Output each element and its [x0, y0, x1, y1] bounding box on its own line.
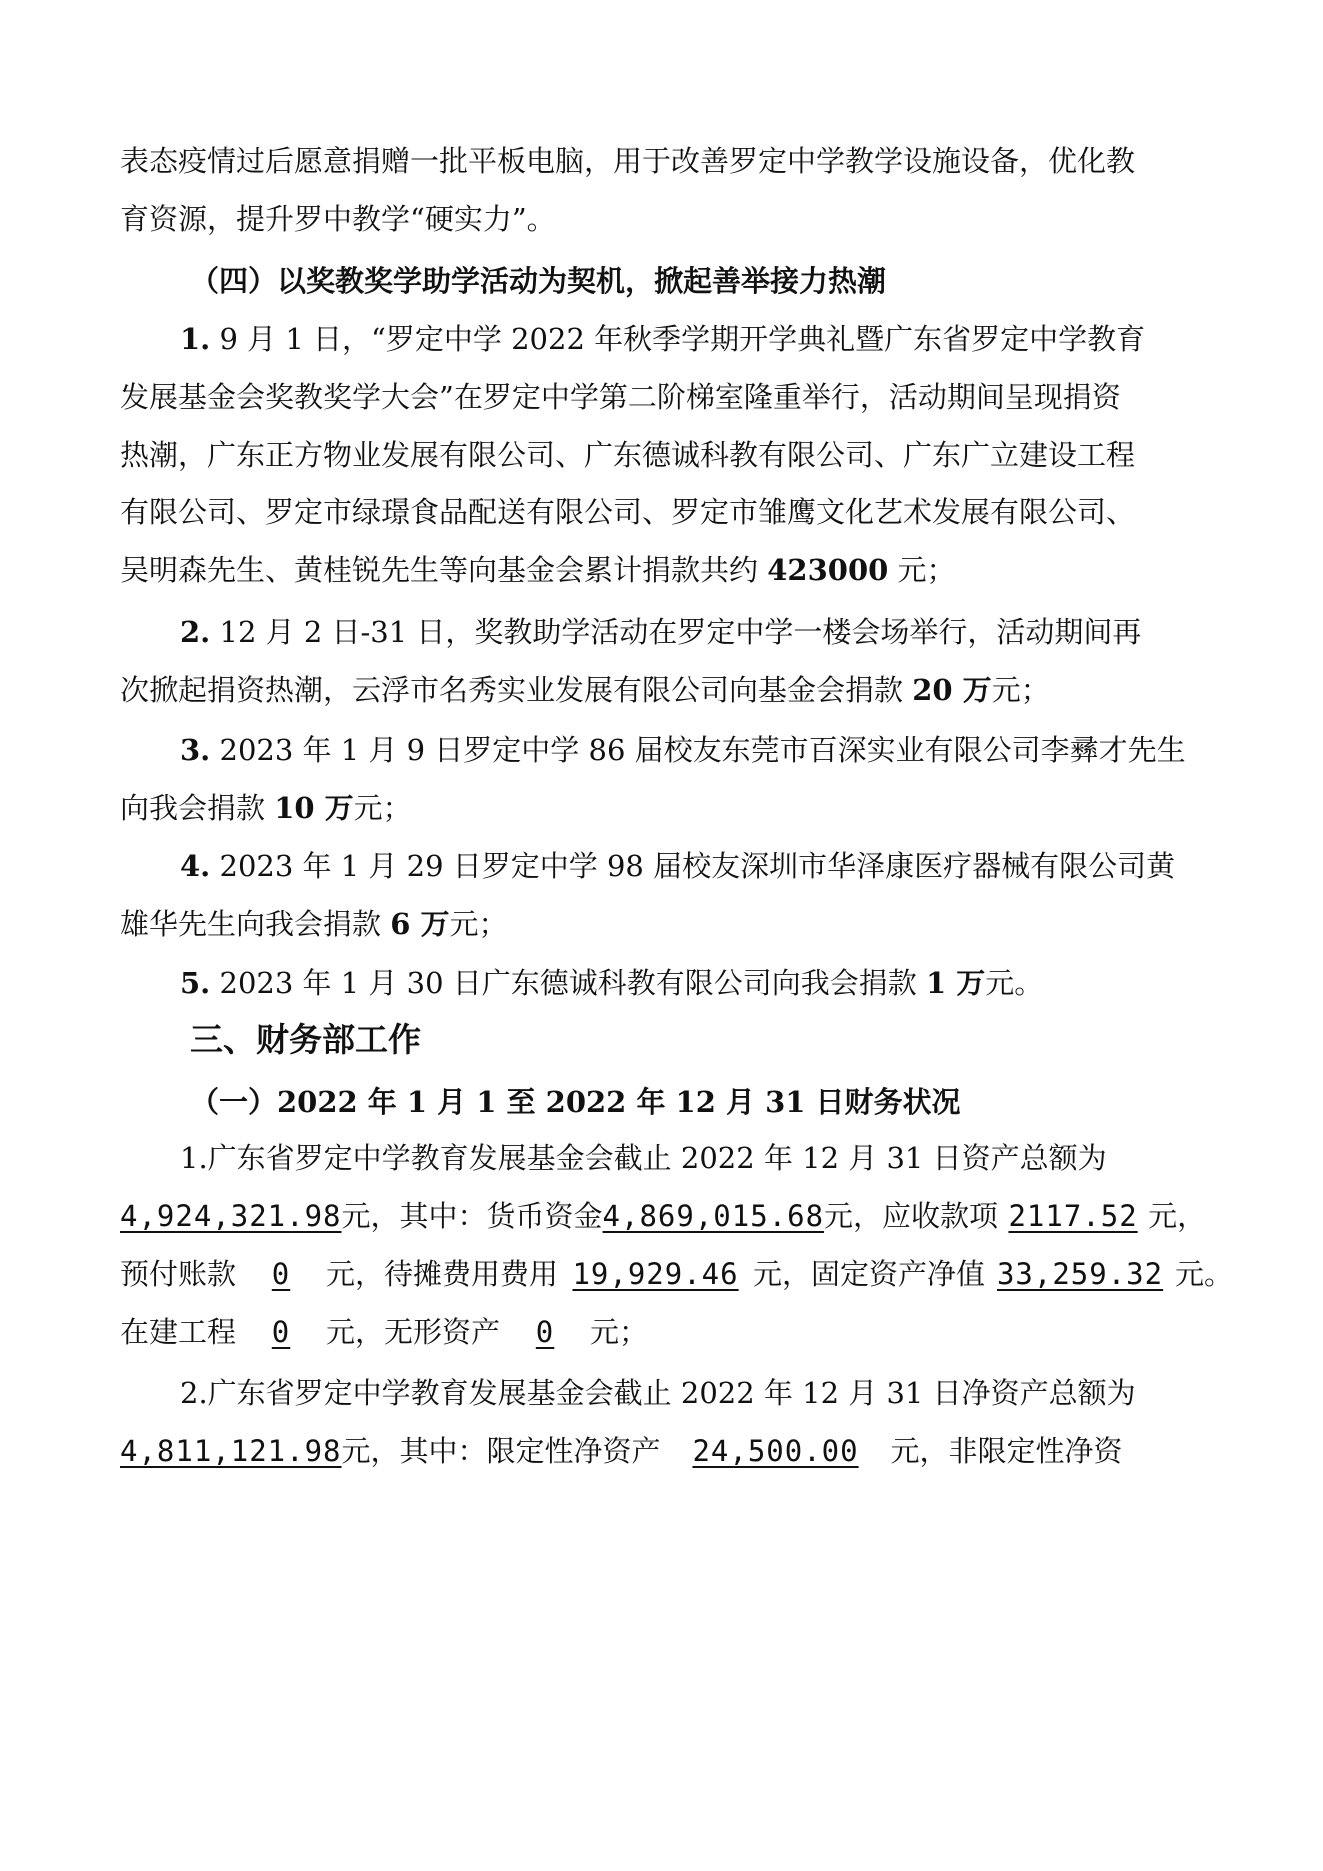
construction-in-progress-value: 0 — [271, 1315, 291, 1349]
text: 向我会捐款 — [120, 791, 275, 825]
subsection-heading-one — [190, 1082, 961, 1122]
text: 元； — [888, 553, 956, 587]
text: 元，待摊费用费用 — [326, 1257, 559, 1291]
list-item-4-line — [180, 846, 1175, 886]
text: 2023 年 1 月 30 日广东德诚科教有限公司向我会捐款 — [219, 966, 926, 1000]
text: 元，无形资产 — [326, 1315, 501, 1349]
heading-text: （一）2022 年 1 月 1 至 2022 年 12 月 31 日财务状况 — [190, 1085, 961, 1119]
item-number: 3. — [180, 733, 211, 767]
amount: 10 万 — [274, 791, 354, 825]
list-item-3-line — [180, 730, 1186, 770]
list-item-5-line — [180, 963, 1043, 1003]
item-number: 4. — [180, 849, 211, 883]
deferred-expenses-value: 19,929.46 — [572, 1257, 739, 1291]
receivables-value: 2117.52 — [1008, 1199, 1138, 1233]
text: 发展基金会奖教奖学大会”在罗定中学第二阶梯室隆重举行，活动期间呈现捐资 — [120, 380, 1121, 414]
text: 雄华先生向我会捐款 — [120, 907, 391, 941]
text: 2023 年 1 月 29 日罗定中学 98 届校友深圳市华泽康医疗器械有限公司黄 — [219, 849, 1176, 883]
restricted-net-assets-value: 24,500.00 — [692, 1434, 859, 1468]
text: 2.广东省罗定中学教育发展基金会截止 2022 年 12 月 31 日净资产总额为 — [180, 1376, 1136, 1410]
list-item-2-line — [120, 670, 1050, 710]
text: 元，其中：限定性净资产 — [341, 1434, 661, 1468]
text: 元。 — [985, 966, 1044, 1000]
text: 2023 年 1 月 9 日罗定中学 86 届校友东莞市百深实业有限公司李彞才先生 — [219, 733, 1186, 767]
text: 元； — [353, 791, 412, 825]
total-assets-value: 4,924,321.98 — [120, 1199, 342, 1233]
amount: 20 万 — [912, 673, 992, 707]
text: 元，应收款项 — [824, 1199, 999, 1233]
text: 元，非限定性净资 — [890, 1434, 1123, 1468]
heading-text: （四）以奖教奖学助学活动为契机，掀起善举接力热潮 — [190, 264, 887, 298]
section-heading-three — [190, 1020, 421, 1060]
text: 元，固定资产净值 — [753, 1257, 986, 1291]
text: 元； — [991, 673, 1050, 707]
list-item-2-line — [180, 612, 1141, 652]
paragraph-line — [120, 199, 556, 239]
finance-item-1-line — [120, 1254, 1233, 1294]
text: 元， — [1148, 1199, 1207, 1233]
paragraph-line — [120, 141, 1135, 181]
list-item-1-line — [120, 435, 1135, 475]
text: 吴明森先生、黄桂锐先生等向基金会累计捐款共约 — [120, 553, 768, 587]
prepaid-value: 0 — [271, 1257, 291, 1291]
text: 元，其中：货币资金 — [341, 1199, 603, 1233]
text: 在建工程 — [120, 1315, 237, 1349]
amount: 1 万 — [925, 966, 986, 1000]
fixed-assets-value: 33,259.32 — [996, 1257, 1164, 1291]
finance-item-1-line — [120, 1196, 1206, 1236]
text: 热潮，广东正方物业发展有限公司、广东德诚科教有限公司、广东广立建设工程 — [120, 438, 1136, 472]
text: 元； — [590, 1315, 649, 1349]
total-net-assets-value: 4,811,121.98 — [120, 1434, 342, 1468]
list-item-1-line — [120, 492, 1135, 532]
text: 元。 — [1175, 1257, 1234, 1291]
amount: 423000 — [767, 553, 889, 587]
list-item-4-line — [120, 904, 508, 944]
list-item-3-line — [120, 788, 412, 828]
text: 有限公司、罗定市绿璟食品配送有限公司、罗定市雏鹰文化艺术发展有限公司、 — [120, 495, 1136, 529]
item-number: 1. — [180, 322, 211, 356]
list-item-1-line — [120, 550, 956, 590]
text: 12 月 2 日-31 日，奖教助学活动在罗定中学一楼会场举行，活动期间再 — [219, 615, 1142, 649]
text: 次掀起捐资热潮，云浮市名秀实业发展有限公司向基金会捐款 — [120, 673, 913, 707]
amount: 6 万 — [390, 907, 450, 941]
item-number: 5. — [180, 966, 211, 1000]
text: 育资源，提升罗中教学“硬实力”。 — [120, 202, 556, 236]
cash-value: 4,869,015.68 — [602, 1199, 825, 1233]
finance-item-1-line — [120, 1312, 648, 1352]
finance-item-1-line — [180, 1138, 1107, 1178]
text: 预付账款 — [120, 1257, 237, 1291]
section-heading-four — [190, 261, 886, 301]
text: 表态疫情过后愿意捐赠一批平板电脑，用于改善罗定中学教学设施设备，优化教 — [120, 144, 1136, 178]
text: 9 月 1 日，“罗定中学 2022 年秋季学期开学典礼暨广东省罗定中学教育 — [219, 322, 1146, 356]
list-item-1-line — [120, 377, 1121, 417]
finance-item-2-line — [120, 1431, 1123, 1471]
intangible-assets-value: 0 — [535, 1315, 555, 1349]
text: 1.广东省罗定中学教育发展基金会截止 2022 年 12 月 31 日资产总额为 — [180, 1141, 1107, 1175]
heading-text: 三、财务部工作 — [190, 1020, 421, 1059]
text: 元； — [449, 907, 508, 941]
list-item-1-line — [180, 319, 1145, 359]
item-number: 2. — [180, 615, 211, 649]
finance-item-2-line — [180, 1373, 1136, 1413]
